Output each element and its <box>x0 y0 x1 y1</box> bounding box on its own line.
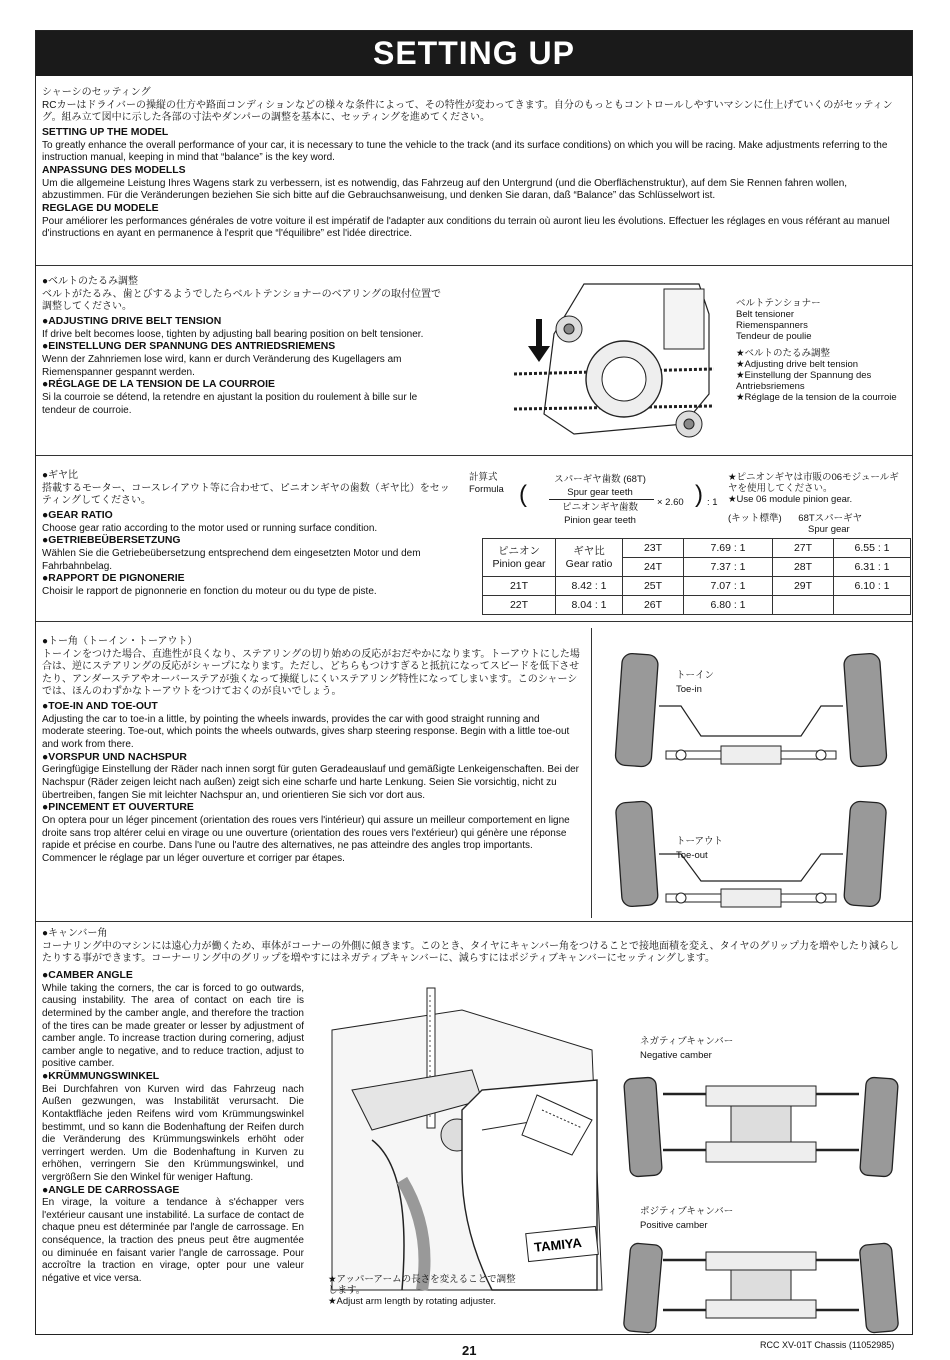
tamiya-logo: TAMIYA <box>533 1234 583 1255</box>
camber-de-text: Bei Durchfahren von Kurven wird das Fahrzeug nach Außen gezwungen, was Instabilität verursacht. Die Kontaktfläche jeden Reifens wird vom Krümmungswinkel bestimmt, und so kann die Bodenhaftung der Reifen durch die Veränderung des Krümmungswinkels erhöht oder verringert werden. Um die Bodenhaftung in Kurven zu erhöhen, verringern Sie den Krümmungswinkel, und vergrößern Sie den Winkel für weniger Haftung. <box>42 1083 304 1183</box>
gear-en-title: ●GEAR RATIO <box>42 509 113 521</box>
document-code: RCC XV-01T Chassis (11052985) <box>760 1340 895 1350</box>
toe-section <box>36 621 912 921</box>
spur-en: Spur gear teeth <box>567 487 633 498</box>
positive-camber-ja: ポジティブキャンバー <box>640 1206 734 1217</box>
camber-section <box>36 921 912 1336</box>
page-number: 21 <box>462 1343 477 1358</box>
toe-out-diagram <box>611 796 891 916</box>
camber-fr-title: ●ANGLE DE CARROSSAGE <box>42 1184 180 1196</box>
toe-de-title: ●VORSPUR UND NACHSPUR <box>42 751 187 763</box>
positive-camber-en: Positive camber <box>640 1220 708 1231</box>
header-ratio-en: Gear ratio <box>565 557 613 570</box>
table-cell: 7.07 : 1 <box>684 577 773 596</box>
table-row <box>483 596 911 615</box>
gear-de-text: Wählen Sie die Getriebeübersetzung entsprechend dem eingesetzten Motor und dem Fahrbahnbelag. <box>42 547 421 572</box>
gear-de-title: ●GETRIEBEÜBERSETZUNG <box>42 535 181 547</box>
camber-ja-title: ●キャンバー角 <box>42 928 108 939</box>
toe-in-en: Toe-in <box>676 684 702 695</box>
intro-de-title: ANPASSUNG DES MODELLS <box>42 164 186 176</box>
adjuster-note-ja: ★アッパーアームの長さを変えることで調整します。 <box>328 1274 516 1296</box>
table-cell: 8.42 : 1 <box>556 577 623 596</box>
adjuster-note-en: ★Adjust arm length by rotating adjuster. <box>328 1296 496 1307</box>
belt-label-de: Riemenspanners <box>736 320 808 331</box>
table-row <box>483 577 911 596</box>
table-cell: 7.69 : 1 <box>684 539 773 558</box>
positive-camber-diagram <box>621 1242 901 1334</box>
table-cell: 28T <box>773 558 834 577</box>
belt-ja-text: ベルトがたるみ、歯とびするようでしたらベルトテンショナーのベアリングの取付位置で調整してください。 <box>42 288 442 313</box>
belt-de-title: ●EINSTELLUNG DER SPANNUNG DES ANTRIEDSRIEMENS <box>42 341 336 353</box>
intro-de-text: Um die allgemeine Leistung Ihres Wagens stark zu verbessern, ist es notwendig, das Fahrzeug auf den Untergrund (und die Oberflächenstruktur), auf dem Sie Rennen fahren wollen, abzustimmen. Für die Veränderungen beziehen Sie sich bitte auf die Gebrauchsanweisung, und denken Sie daran, daß “Balance” das Schlüsselwort ist. <box>42 177 848 202</box>
spur-ja: スパーギヤ歯数 (68T) <box>554 474 646 485</box>
belt-ja-title: ●ベルトのたるみ調整 <box>42 276 139 287</box>
toe-de-text: Geringfügige Einstellung der Räder nach innen sorgt für guten Geradeauslauf und gemäßigte Lenkeigenschaften. Bei der Nachspur (Räder zeigen leicht nach außen) zeigt sich eine scharfe und harte Lenkung. Seien Sie vorsichtig, nicht zu übertreiben, fangen Sie mit leichter Nachspur an, und orientieren Sie sich vor dort aus. <box>42 764 580 801</box>
pinion-en: Pinion gear teeth <box>564 515 636 526</box>
toe-fr-text: On optera pour un léger pincement (orientation des roues vers l'intérieur) qui assure un meilleur comportement en ligne droite sans trop altérer celui en virage ou une ouverture (orientation des roues vers l'extérieur) qui génère une réponse rapide et précise en courbe. Dans l'une ou l'autre des alternatives, ne pas atteindre des angles trop importants. Commencer le réglage par un léger ouverture et corriger par étapes. <box>42 814 570 864</box>
belt-note-de: ★Einstellung der Spannung des Antriebsriemens <box>736 370 872 392</box>
belt-en-title: ●ADJUSTING DRIVE BELT TENSION <box>42 315 222 327</box>
camber-ja-text: コーナリング中のマシンには遠心力が働くため、車体がコーナーの外側に傾きます。このとき、タイヤにキャンバー角をつけることで接地面積を変え、タイヤのグリップ力を増やしたり減らしたりする事ができます。コーナーリング中のグリップを増やすにはネガティブキャンバーに、減らすにはポジティブキャンバーにセッティングします。 <box>42 940 900 965</box>
gear-en-text: Choose gear ratio according to the motor used or running surface condition. <box>42 522 378 534</box>
camber-en-text: While taking the corners, the car is forced to go outwards, causing instability. The area of contact on each tire is determined by the camber angle, and therefore the traction of the tires can be made greater or lesser by adjustment of camber angle. To increase traction during cornering, adjust camber angle to negative, and to reduce traction, adjust to positive camber. <box>42 982 304 1070</box>
table-cell: 7.37 : 1 <box>684 558 773 577</box>
table-cell: 8.04 : 1 <box>556 596 623 615</box>
table-cell: 21T <box>483 577 556 596</box>
toe-fr-title: ●PINCEMENT ET OUVERTURE <box>42 802 194 814</box>
title-banner <box>36 31 912 76</box>
intro-en-title: SETTING UP THE MODEL <box>42 126 169 138</box>
gear-ja-title: ●ギヤ比 <box>42 470 79 481</box>
belt-note-ja: ★ベルトのたるみ調整 <box>736 348 831 359</box>
belt-labels <box>736 298 906 403</box>
formula-ja: 計算式 <box>469 472 498 483</box>
gear-formula: 計算式 Formula ( スパーギヤ歯数 (68T) Spur gear teeth ピニオンギヤ歯数 Pinion gear teeth × 2.60 ) : 1 <box>469 472 718 526</box>
kit-standard-ja: (キット標準) <box>728 513 782 524</box>
negative-camber-en: Negative camber <box>640 1050 712 1061</box>
intro-ja-text: RCカーはドライバーの操縦の仕方や路面コンディションなどの様々な条件によって、その特性が変わってきます。自分のもっともコントロールしやすいマシンに仕上げていくのがセッティング。組み立て図中に示した各部の寸法やダンパーの調整を基本に、セッティングを進めてください。 <box>42 99 893 124</box>
toe-out-ja: トーアウト <box>676 836 724 847</box>
belt-note-fr: ★Réglage de la tension de la courroie <box>736 392 897 403</box>
belt-label-fr: Tendeur de poulie <box>736 331 812 342</box>
pinion-note-en: ★Use 06 module pinion gear. <box>728 494 853 505</box>
belt-label-ja: ベルトテンショナー <box>736 298 821 309</box>
belt-de-text: Wenn der Zahnriemen lose wird, kann er durch Veränderung des Kugellagers am Riemenspanner gespannt werden. <box>42 353 402 378</box>
table-cell: 6.55 : 1 <box>834 539 911 558</box>
formula-en: Formula <box>469 484 504 495</box>
table-cell: 24T <box>623 558 684 577</box>
table-cell: 27T <box>773 539 834 558</box>
table-cell: 6.80 : 1 <box>684 596 773 615</box>
intro-fr-text: Pour améliorer les performances générales de votre voiture il est impératif de l'adapter aux conditions du terrain où auront lieu les évolutions. Effectuer les réglages en vous référant au manuel d'instructions en ayant en permanence à l'esprit que “l'équilibre” est l'idée directrice. <box>42 215 890 240</box>
toe-ja-title: ●トー角（トーイン・トーアウト） <box>42 636 198 647</box>
table-row <box>483 539 911 558</box>
table-cell: 6.31 : 1 <box>834 558 911 577</box>
negative-camber-ja: ネガティブキャンバー <box>640 1036 734 1047</box>
intro-fr-title: REGLAGE DU MODELE <box>42 202 159 214</box>
formula-multiplier: × 2.60 <box>657 497 684 508</box>
toe-in-diagram <box>611 646 891 781</box>
table-cell: 26T <box>623 596 684 615</box>
gear-ja-text: 搭載するモーター、コースレイアウト等に合わせて、ピニオンギヤの歯数（ギヤ比）をセッティングしてください。 <box>42 482 450 507</box>
gear-fr-title: ●RAPPORT DE PIGNONERIE <box>42 573 185 585</box>
kit-standard-en: Spur gear <box>808 524 850 535</box>
toe-ja-text: トーインをつけた場合、直進性が良くなり、ステアリングの切り始めの反応がおだやかになります。トーアウトにした場合は、逆にステアリングの反応がシャープになります。ただし、どちらもつけすぎると抵抗になってスピードを低下させたり、アンダーステアやオーバーステアが強くなって操縦しにくいステアリング特性になってしまいます。このシャーシでは、ほんのわずかなトーアウトをつけておくのが良いでしょう。 <box>42 648 580 698</box>
belt-note-en: ★Adjusting drive belt tension <box>736 359 859 370</box>
belt-fr-text: Si la courroie se détend, la retendre en ajustant la position du roulement à bille sur le tendeur de courroie. <box>42 391 418 416</box>
intro-ja-title: シャーシのセッティング <box>42 87 151 98</box>
camber-de-title: ●KRÜMMUNGSWINKEL <box>42 1070 160 1082</box>
camber-en-title: ●CAMBER ANGLE <box>42 970 133 981</box>
toe-en-text: Adjusting the car to toe-in a little, by pointing the wheels inwards, provides the car with good straight running and moderate steering. Toe-out, which points the wheels outwards, gives sharp steering response. Begin with a little toe-out and work from there. <box>42 713 570 750</box>
gear-ratio-section <box>36 455 912 621</box>
belt-en-text: If drive belt becomes loose, tighten by adjusting ball bearing position on belt tensioner. <box>42 328 424 340</box>
belt-label-en: Belt tensioner <box>736 309 795 320</box>
table-cell: 29T <box>773 577 834 596</box>
belt-tensioner-diagram <box>484 274 729 449</box>
table-cell: 23T <box>623 539 684 558</box>
pinion-ja: ピニオンギヤ歯数 <box>561 502 638 513</box>
belt-section <box>36 265 912 455</box>
formula-suffix: : 1 <box>707 497 718 508</box>
gear-fr-text: Choisir le rapport de pignonnerie en fonction du moteur ou du type de piste. <box>42 585 377 597</box>
page-title: SETTING UP <box>372 35 575 71</box>
camber-fr-text: En virage, la voiture a tendance à s'échapper vers l'extérieur causant une instabilité. La surface de contact de chaque pneu est déterminée par l'angle de carrossage. En conséquence, la traction des pneus peut être augmentée ou diminuée en faisant varier l'angle de carrossage. Pour accroître la traction en virage, opter pour une valeur négative et vice versa. <box>42 1197 304 1284</box>
kit-standard-spur: 68Tスパーギヤ <box>798 513 863 524</box>
header-pinion-ja: ピニオン <box>498 544 540 557</box>
table-cell: 6.10 : 1 <box>834 577 911 596</box>
header-pinion-en: Pinion gear <box>492 557 546 570</box>
toe-in-ja: トーイン <box>676 670 715 681</box>
gear-ratio-table <box>482 538 911 615</box>
negative-camber-diagram <box>621 1072 901 1182</box>
pinion-note-ja: ★ピニオンギヤは市販の06モジュールギヤを使用してください。 <box>728 472 899 494</box>
belt-fr-title: ●RÉGLAGE DE LA TENSION DE LA COURROIE <box>42 379 275 391</box>
camber-adjuster-illustration <box>312 970 612 1300</box>
manual-page <box>35 30 913 1335</box>
toe-out-en: Toe-out <box>676 850 708 861</box>
intro-section <box>42 87 908 241</box>
toe-en-title: ●TOE-IN AND TOE-OUT <box>42 700 158 712</box>
intro-en-text: To greatly enhance the overall performance of your car, it is necessary to tune the vehicle to the track (and its surface conditions) on which you will be racing. Make adjustments referring to the instruction manual, keeping in mind that “balance” is the key word. <box>42 139 888 164</box>
table-cell: 25T <box>623 577 684 596</box>
gear-notes <box>728 472 908 535</box>
header-ratio-ja: ギヤ比 <box>573 544 605 557</box>
table-cell: 22T <box>483 596 556 615</box>
